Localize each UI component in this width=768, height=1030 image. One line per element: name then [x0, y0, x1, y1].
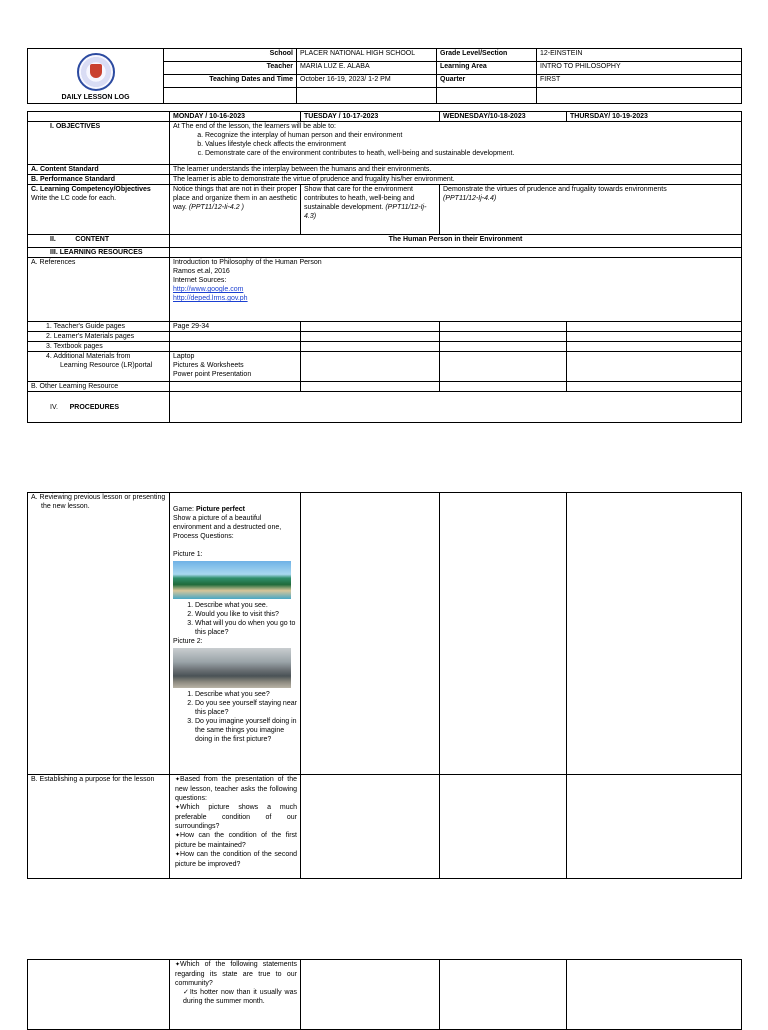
question-item: 3. What will you do when you go to this place?: [195, 619, 297, 637]
references-value: Introduction to Philosophy of the Human Person Ramos et.al, 2016 Internet Sources: http://www.google.com http://deped.lrms.gov.ph: [170, 258, 742, 322]
references-label: A. References: [28, 258, 170, 322]
dates-label: Teaching Dates and Time: [164, 75, 297, 88]
statement-item: ✓ Its hotter now than it usually was during the summer month.: [183, 988, 297, 1006]
day-wednesday: WEDNESDAY/10-18-2023: [440, 112, 567, 122]
header-table: [27, 48, 742, 104]
purpose-item: ✦ Based from the presentation of the new lesson, teacher asks the following questions:: [175, 775, 297, 803]
continuation-table: [27, 959, 742, 1030]
school-value: PLACER NATIONAL HIGH SCHOOL: [297, 49, 437, 62]
purpose-item: ✦ Which of the following statements regarding its state are true to our community?: [175, 960, 297, 988]
content-label: II. CONTENT: [28, 235, 170, 248]
quarter-label: Quarter: [437, 75, 537, 88]
log-title: DAILY LESSON LOG: [61, 94, 130, 101]
dates-value: October 16-19, 2023/ 1-2 PM: [297, 75, 437, 88]
statement-checklist: [173, 988, 297, 1006]
day-monday: MONDAY / 10-16-2023: [170, 112, 301, 122]
objectives-label: I. OBJECTIVES: [28, 122, 170, 165]
question-item: 3. Do you imagine yourself doing in the same things you imagine doing in the first picture?: [195, 717, 297, 744]
objective-item: c. Demonstrate care of the environment contributes to heath, well-being and sustainable development.: [205, 149, 738, 158]
procedures-table: [27, 492, 742, 879]
performance-standard-value: The learner is able to demonstrate the virtue of prudence and frugality his/her environment.: [170, 175, 742, 185]
continuation-cell: [170, 960, 301, 1030]
tb-pages-label: 3. Textbook pages: [28, 342, 170, 352]
grade-value: 12-EINSTEIN: [537, 49, 742, 62]
objective-item: b. Values lifestyle check affects the environment: [205, 140, 738, 149]
tg-pages-label: 1. Teacher's Guide pages: [28, 322, 170, 332]
google-link[interactable]: http://www.google.com: [173, 286, 244, 293]
competency-monday: Notice things that are not in their proper place and organize them in an aesthetic way. (PPT11/12-Ii-4.2 ): [170, 185, 301, 235]
teacher-label: Teacher: [164, 62, 297, 75]
quarter-value: FIRST: [537, 75, 742, 88]
question-item: 2. Would you like to visit this?: [195, 610, 297, 619]
additional-materials-label: 4. Additional Materials from Learning Resource (LR)portal: [28, 352, 170, 382]
lesson-table: [27, 111, 742, 423]
objective-item: a. Recognize the interplay of human person and their environment: [205, 131, 738, 140]
question-item: 1. Describe what you see?: [195, 690, 297, 699]
learning-resources-label: III. LEARNING RESOURCES: [28, 248, 170, 258]
purpose-item: ✦ How can the condition of the second picture be improved?: [175, 850, 297, 869]
area-label: Learning Area: [437, 62, 537, 75]
teacher-value: MARIA LUZ E. ALABA: [297, 62, 437, 75]
competency-tuesday: Show that care for the environment contributes to heath, well-being and sustainable development. (PPT11/12-Ij-4.3): [301, 185, 440, 235]
lm-pages-label: 2. Learner's Materials pages: [28, 332, 170, 342]
picture1-questions: [173, 601, 297, 637]
destructed-environment-image: [173, 648, 291, 688]
deped-lrms-link[interactable]: http://deped.lrms.gov.ph: [173, 295, 248, 302]
grade-label: Grade Level/Section: [437, 49, 537, 62]
area-value: INTRO TO PHILOSOPHY: [537, 62, 742, 75]
purpose-label: B. Establishing a purpose for the lesson: [28, 775, 170, 879]
procedures-label: IV. PROCEDURES: [28, 392, 170, 423]
question-item: 1. Describe what you see.: [195, 601, 297, 610]
other-resource-label: B. Other Learning Resource: [28, 382, 170, 392]
header-logo-cell: [28, 49, 164, 104]
tg-pages-value: Page 29-34: [170, 322, 301, 332]
content-standard-label: A. Content Standard: [28, 165, 170, 175]
objectives-list: [173, 131, 738, 158]
competency-wednesday: Demonstrate the virtues of prudence and frugality towards environments (PPT11/12-Ij-4.4): [440, 185, 742, 235]
content-standard-value: The learner understands the interplay between the humans and their environments.: [170, 165, 742, 175]
beautiful-environment-image: [173, 561, 291, 599]
content-value: The Human Person in their Environment: [170, 235, 742, 248]
reviewing-label: A. Reviewing previous lesson or presenting the new lesson.: [28, 493, 170, 775]
picture2-questions: [173, 690, 297, 744]
school-label: School: [164, 49, 297, 62]
competency-label: C. Learning Competency/Objectives Write the LC code for each.: [28, 185, 170, 235]
purpose-item: ✦ How can the condition of the first picture be maintained?: [175, 831, 297, 850]
deped-seal-icon: [77, 53, 115, 91]
question-item: 2. Do you see yourself staying near this place?: [195, 699, 297, 717]
purpose-cell: [170, 775, 301, 879]
purpose-item: ✦ Which picture shows a much preferable condition of our surroundings?: [175, 803, 297, 831]
reviewing-cell: Game: Picture perfect Show a picture of a beautiful environment and a destructed one, Process Questions: Picture 1: 1. Describe what you see. 2. Would you like to visit this? 3. What will you do when you go to this place? Picture 2: 1. Describe what you see? 2. Do you see yourself staying near this place? 3. Do you imagine yourself doing in the same things you imagine doing in the first picture?: [170, 493, 301, 775]
purpose-list: [173, 775, 297, 869]
additional-materials-value: Laptop Pictures & Worksheets Power point Presentation: [170, 352, 301, 382]
day-thursday: THURSDAY/ 10-19-2023: [567, 112, 742, 122]
objectives-cell: At The end of the lesson, the learners will be able to: a. Recognize the interplay of human person and their environment b. Values lifestyle check affects the environment c. Demonstrate care of the environment contributes to heath, well-being and sustainable development.: [170, 122, 742, 165]
performance-standard-label: B. Performance Standard: [28, 175, 170, 185]
day-tuesday: TUESDAY / 10-17-2023: [301, 112, 440, 122]
